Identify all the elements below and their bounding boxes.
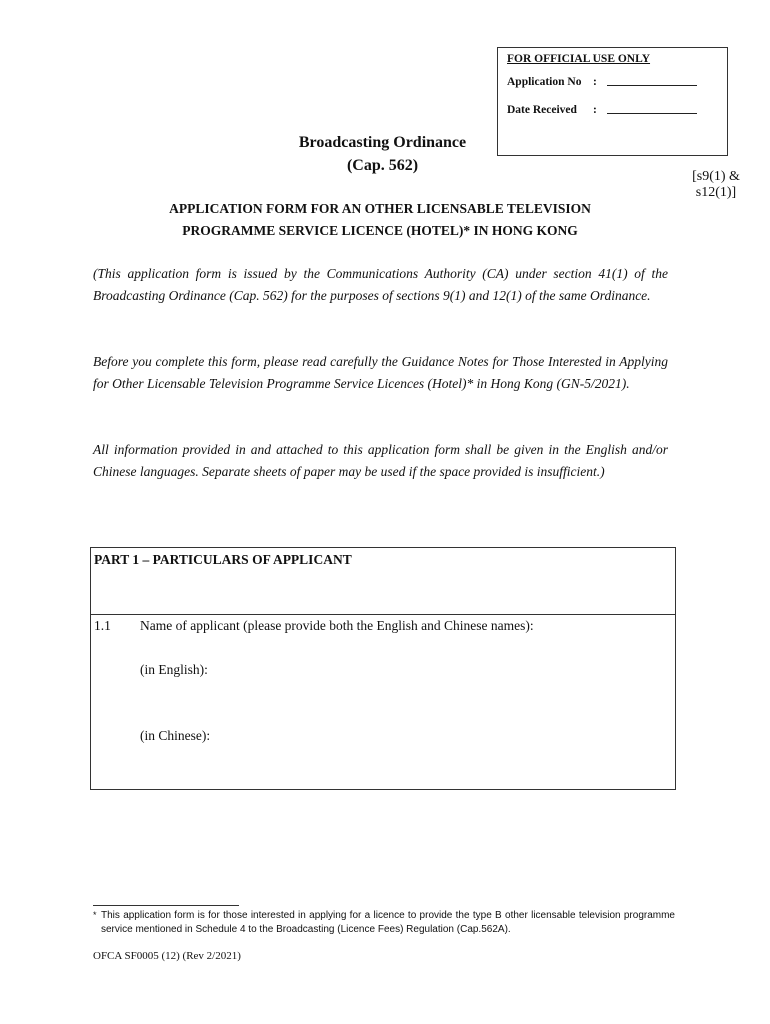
chinese-name-label[interactable]: (in Chinese):: [140, 728, 211, 743]
form-title-line2: PROGRAMME SERVICE LICENCE (HOTEL)* IN HONG KONG: [182, 223, 578, 238]
application-no-row: [507, 74, 697, 88]
item-applicant-name-text: Name of applicant (please provide both the English and Chinese names):: [140, 618, 534, 633]
date-received-row: [507, 102, 697, 116]
application-no-field[interactable]: [607, 74, 697, 86]
intro-paragraph-issued-by: (This application form is issued by the Communications Authority (CA) under section 41(1) of the Broadcasting Ordinance (Cap. 562) for the purposes of sections 9(1) and 12(1) of the same Ordinance.: [93, 266, 668, 303]
form-title-line1: APPLICATION FORM FOR AN OTHER LICENSABLE TELEVISION: [169, 201, 591, 216]
application-no-colon: :: [593, 76, 597, 88]
part1-table: [90, 547, 676, 790]
footnote-text: This application form is for those interested in applying for a licence to provide the type B other licensable television programme service mentioned in Schedule 4 to the Broadcasting (Licence Fees) Regulation (Cap.562A).: [101, 910, 675, 935]
english-name-label[interactable]: (in English):: [140, 662, 208, 677]
application-no-label: Application No: [507, 76, 582, 88]
date-received-colon: :: [593, 104, 597, 116]
section-reference: [676, 169, 756, 201]
intro-paragraph-guidance: Before you complete this form, please read carefully the Guidance Notes for Those Interested in Applying for Other Licensable Television Programme Service Licences (Hotel)* in Hong Kong (GN-5/2021).: [93, 354, 668, 391]
date-received-field[interactable]: [607, 102, 697, 114]
form-title: [95, 198, 665, 242]
official-use-title: FOR OFFICIAL USE ONLY: [507, 53, 651, 65]
section-ref-line1: [s9(1) &: [692, 169, 740, 184]
footnote-rule: [93, 905, 239, 906]
date-received-label: Date Received: [507, 104, 577, 116]
ordinance-cap: (Cap. 562): [346, 157, 419, 174]
part1-divider: [91, 614, 675, 615]
part1-title: PART 1 – PARTICULARS OF APPLICANT: [94, 552, 352, 567]
section-ref-line2: s12(1)]: [695, 185, 737, 200]
intro-paragraph-language: All information provided in and attached to this application form shall be given in the English and/or Chinese languages. Separate sheets of paper may be used if the space provided is insufficient.): [93, 442, 668, 479]
ordinance-name: Broadcasting Ordinance: [298, 134, 467, 151]
form-code: OFCA SF0005 (12) (Rev 2/2021): [93, 950, 241, 962]
item-number: 1.1: [94, 618, 111, 633]
footnote-mark: *: [93, 910, 97, 920]
